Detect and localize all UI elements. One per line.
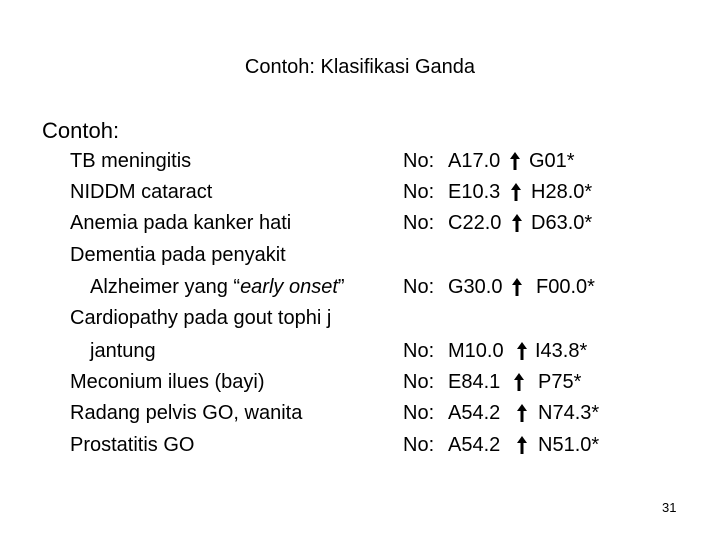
primary-code: A54.2 [448,434,501,456]
secondary-code: H28.0* [531,181,593,203]
no-prefix: No: [403,340,435,362]
dagger-arrow-up-icon [510,152,520,170]
dagger-arrow-up-icon [512,278,522,296]
slide-title: Contoh: Klasifikasi Ganda [244,56,476,78]
list-item [0,276,720,306]
list-item [0,150,720,180]
secondary-code: D63.0* [531,212,593,234]
no-prefix: No: [403,150,435,172]
list-item [0,307,720,337]
diagnosis-label: Meconium ilues (bayi) [70,371,265,393]
diagnosis-label: Alzheimer yang “early onset” [90,276,345,298]
dagger-arrow-up-icon [517,404,527,422]
secondary-code: N74.3* [538,402,600,424]
no-prefix: No: [403,212,435,234]
list-item [0,340,720,370]
section-heading: Contoh: [42,118,120,143]
primary-code: G30.0 [448,276,503,298]
no-prefix: No: [403,402,435,424]
diagnosis-label: Radang pelvis GO, wanita [70,402,303,424]
dagger-arrow-up-icon [517,342,527,360]
list-item [0,434,720,464]
primary-code: A17.0 [448,150,501,172]
secondary-code: G01* [529,150,575,172]
primary-code: A54.2 [448,402,501,424]
list-item [0,371,720,401]
dagger-arrow-up-icon [512,214,522,232]
list-item [0,212,720,242]
dagger-arrow-up-icon [514,373,524,391]
page-number: 31 [662,500,677,515]
dagger-arrow-up-icon [511,183,521,201]
diagnosis-label: TB meningitis [70,150,192,172]
no-prefix: No: [403,181,435,203]
secondary-code: I43.8* [535,340,588,362]
diagnosis-label: Cardiopathy pada gout tophi j [70,307,332,329]
secondary-code: N51.0* [538,434,600,456]
no-prefix: No: [403,434,435,456]
diagnosis-label: jantung [90,340,156,362]
list-item [0,402,720,432]
primary-code: E84.1 [448,371,501,393]
diagnosis-label: Prostatitis GO [70,434,195,456]
primary-code: M10.0 [448,340,504,362]
diagnosis-label: NIDDM cataract [70,181,213,203]
primary-code: E10.3 [448,181,501,203]
list-item [0,181,720,211]
diagnosis-label: Anemia pada kanker hati [70,212,292,234]
no-prefix: No: [403,276,435,298]
primary-code: C22.0 [448,212,502,234]
dagger-arrow-up-icon [517,436,527,454]
secondary-code: F00.0* [536,276,595,298]
no-prefix: No: [403,371,435,393]
diagnosis-label: Dementia pada penyakit [70,244,286,266]
secondary-code: P75* [538,371,582,393]
list-item [0,244,720,274]
